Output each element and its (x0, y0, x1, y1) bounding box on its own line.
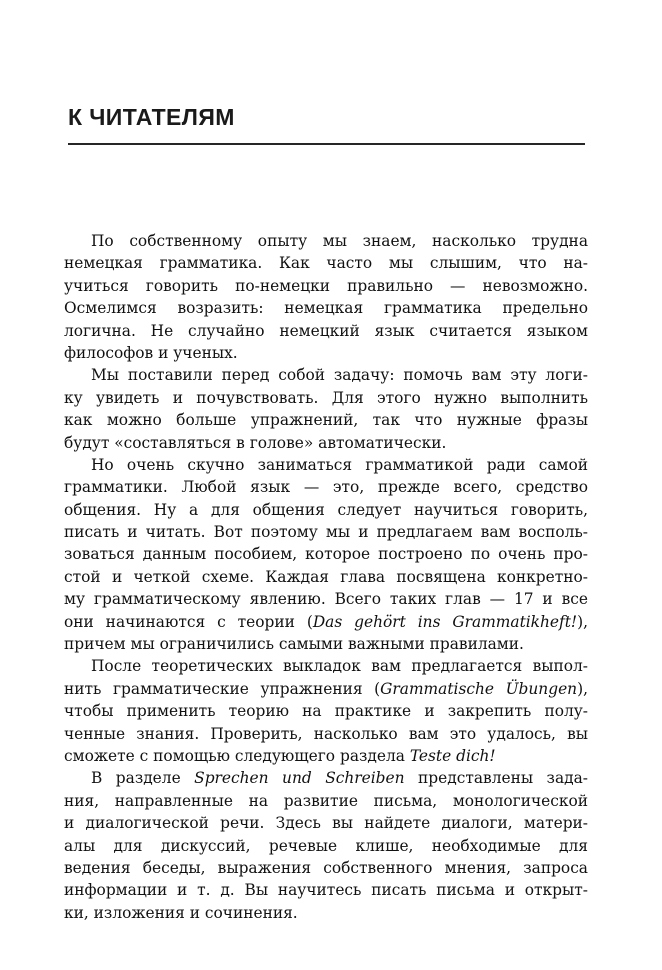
text-segment: немецкая грамматика. Как часто мы слышим, что на- (64, 254, 588, 273)
text-segment: алы для дискуссий, речевые клише, необходимые для (64, 836, 588, 855)
italic-phrase: Grammatische Übungen (380, 679, 578, 698)
text-line (64, 812, 588, 834)
body-text (64, 230, 588, 924)
text-line (64, 745, 588, 767)
title-underline (68, 143, 585, 145)
text-line (64, 454, 588, 476)
text-line (64, 342, 588, 364)
text-segment: По собственному опыту мы знаем, насколько трудна (91, 232, 588, 250)
text-line (64, 879, 588, 901)
italic-phrase: Sprechen und Schreiben (194, 769, 405, 788)
text-segment: грамматики. Любой язык — это, прежде всего, средство (64, 478, 588, 497)
text-line (64, 566, 588, 588)
text-segment: ченные знания. Проверить, насколько вам это удалось, вы (64, 724, 588, 743)
text-line (64, 230, 588, 252)
text-line (64, 857, 588, 879)
text-line (64, 700, 588, 722)
text-segment: зоваться данным пособием, которое построено по очень про- (64, 545, 588, 564)
text-segment: ку увидеть и почувствовать. Для этого нужно выполнить (64, 388, 588, 407)
italic-phrase: Teste dich! (409, 746, 496, 765)
text-line (64, 723, 588, 745)
text-segment: будут «составляться в голове» автоматически. (64, 433, 447, 452)
text-line (64, 409, 588, 431)
text-segment: информации и т. д. Вы научитесь писать письма и открыт- (64, 881, 588, 900)
text-segment: ), (577, 679, 588, 698)
text-segment: ки, изложения и сочинения. (64, 903, 298, 922)
text-line (64, 387, 588, 409)
text-segment: Но очень скучно заниматься грамматикой ради самой (91, 455, 588, 474)
text-line (64, 611, 588, 633)
text-line (64, 835, 588, 857)
text-segment: логична. Не случайно немецкий язык считается языком (64, 321, 588, 340)
text-segment: стой и четкой схеме. Каждая глава посвящена конкретно- (64, 567, 588, 586)
text-segment: Мы поставили перед собой задачу: помочь вам эту логи- (91, 366, 588, 385)
text-line (64, 655, 588, 677)
text-segment: нить грамматические упражнения ( (64, 679, 381, 698)
text-line (64, 790, 588, 812)
text-segment: философов и ученых. (64, 343, 238, 362)
text-line (64, 476, 588, 498)
text-line (64, 521, 588, 543)
text-line (64, 320, 588, 342)
text-segment: писать и читать. Вот поэтому мы и предлагаем вам восполь- (64, 523, 588, 542)
text-segment: причем мы ограничились самыми важными правилами. (64, 635, 524, 654)
text-line (64, 432, 588, 454)
text-line (64, 902, 588, 924)
text-segment: чтобы применить теорию на практике и закрепить полу- (64, 702, 588, 721)
chapter-title: К ЧИТАТЕЛЯМ (68, 104, 235, 130)
italic-phrase: Das gehört ins Grammatikheft! (312, 612, 578, 631)
text-line (64, 588, 588, 610)
text-line (64, 275, 588, 297)
text-line (64, 364, 588, 386)
text-segment: В разделе (91, 769, 195, 788)
text-segment: ), (577, 612, 588, 631)
text-segment: му грамматическому явлению. Всего таких глав — 17 и все (64, 590, 588, 609)
text-segment: Осмелимся возразить: немецкая грамматика предельно (64, 299, 588, 318)
text-segment: представлены зада- (404, 769, 588, 788)
text-segment: ния, направленные на развитие письма, монологической (64, 791, 588, 810)
text-segment: После теоретических выкладок вам предлагается выпол- (91, 657, 588, 676)
text-line (64, 543, 588, 565)
text-line (64, 297, 588, 319)
text-segment: сможете с помощью следующего раздела (64, 746, 410, 765)
text-line (64, 252, 588, 274)
text-line (64, 633, 588, 655)
text-segment: как можно больше упражнений, так что нужные фразы (64, 411, 588, 430)
text-line (64, 499, 588, 521)
text-line (64, 767, 588, 789)
text-segment: ведения беседы, выражения собственного мнения, запроса (64, 858, 588, 877)
text-segment: они начинаются с теории ( (64, 612, 313, 631)
text-segment: и диалогической речи. Здесь вы найдете диалоги, матери- (64, 814, 588, 833)
text-line (64, 678, 588, 700)
text-segment: учиться говорить по-немецки правильно — невозможно. (64, 276, 588, 295)
text-segment: общения. Ну а для общения следует научиться говорить, (64, 500, 588, 519)
